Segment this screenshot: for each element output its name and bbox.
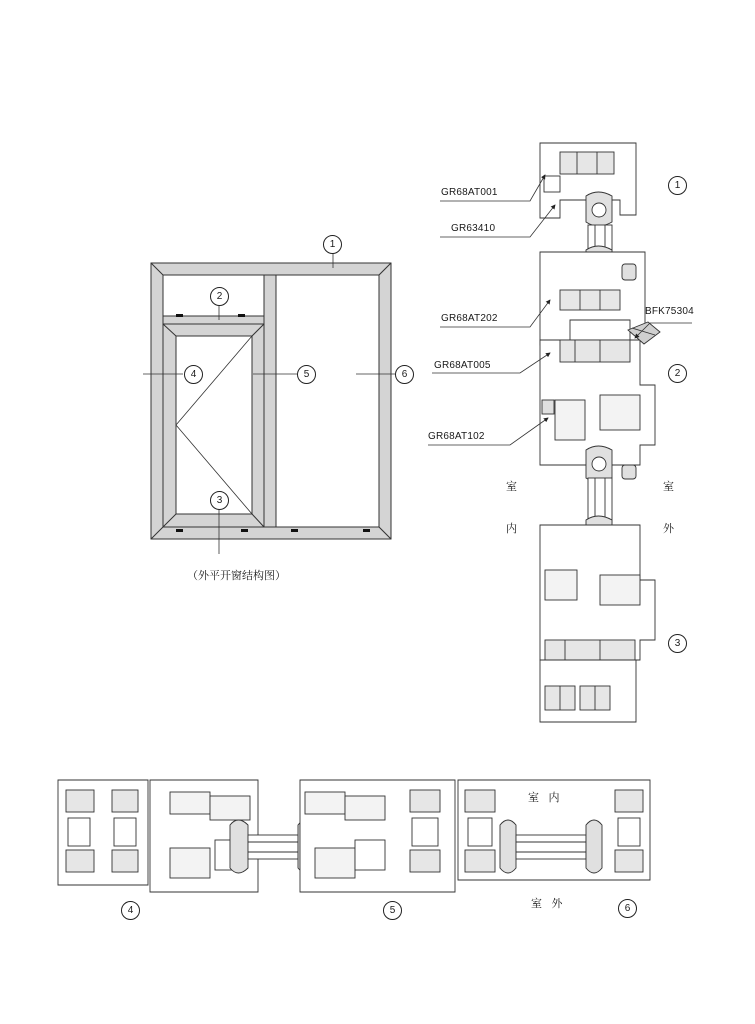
part-label-gr68at001: GR68AT001 [441,187,498,198]
part-label-gr63410: GR63410 [451,223,496,234]
section-marker-5: 5 [383,901,402,920]
figure-caption: （外平开窗结构图） [187,569,286,582]
section-marker-6: 6 [618,899,637,918]
window-elevation [143,252,395,554]
marker-6: 6 [395,365,414,384]
marker-3: 3 [210,491,229,510]
part-label-bfk75304: BFK75304 [645,306,694,317]
part-label-gr68at202: GR68AT202 [441,313,498,324]
inside-label-horizontal: 室 内 [528,791,560,804]
marker-5: 5 [297,365,316,384]
outside-label-horizontal: 室 外 [531,897,563,910]
part-label-gr68at005: GR68AT005 [434,360,491,371]
outside-label-char-1: 室 [663,480,674,493]
section-marker-1: 1 [668,176,687,195]
marker-2: 2 [210,287,229,306]
section-marker-2: 2 [668,364,687,383]
outside-label-char-2: 外 [663,522,674,535]
inside-label-char-1: 室 [506,480,517,493]
inside-label-char-2: 内 [506,522,517,535]
section-marker-4: 4 [121,901,140,920]
part-label-gr68at102: GR68AT102 [428,431,485,442]
marker-1: 1 [323,235,342,254]
marker-4: 4 [184,365,203,384]
section-marker-3: 3 [668,634,687,653]
horizontal-section [58,780,650,892]
